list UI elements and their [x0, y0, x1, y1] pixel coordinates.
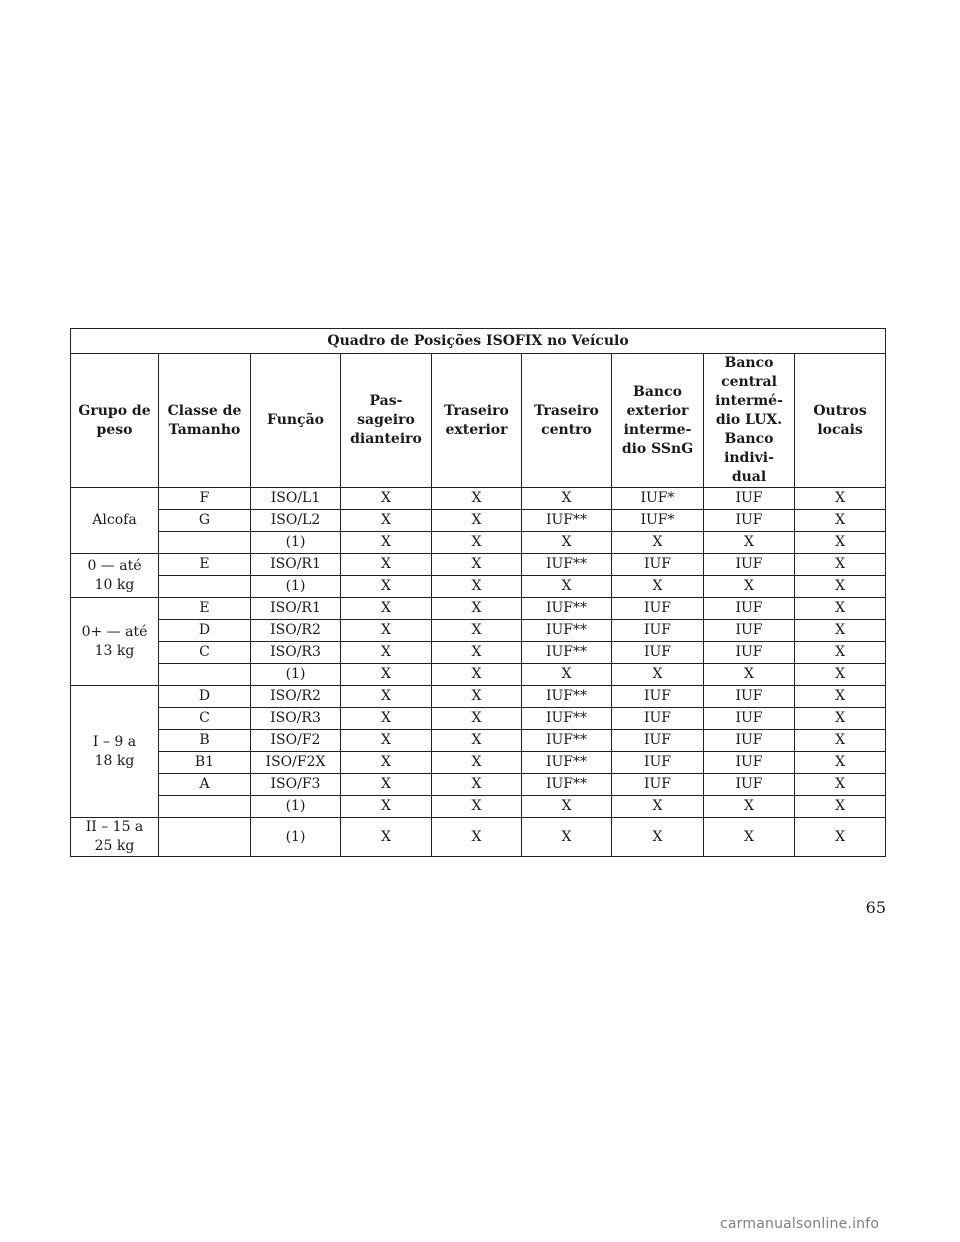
- front-passenger-cell: X: [341, 620, 432, 642]
- middle-center-cell: X: [704, 576, 795, 598]
- function-cell: ISO/R2: [251, 620, 341, 642]
- middle-outboard-cell: IUF: [612, 598, 704, 620]
- table-row: [71, 664, 886, 686]
- header-size-class: Classe de Tamanho: [159, 354, 251, 488]
- size-class-cell: G: [159, 510, 251, 532]
- middle-outboard-cell: IUF*: [612, 488, 704, 510]
- front-passenger-cell: X: [341, 708, 432, 730]
- header-weight-group: Grupo de peso: [71, 354, 159, 488]
- header-front-passenger: Pas- sageiro dianteiro: [341, 354, 432, 488]
- table-row: [71, 488, 886, 510]
- front-passenger-cell: X: [341, 774, 432, 796]
- table-row: [71, 576, 886, 598]
- front-passenger-cell: X: [341, 510, 432, 532]
- function-cell: ISO/R3: [251, 708, 341, 730]
- rear-outboard-cell: X: [432, 774, 522, 796]
- rear-outboard-cell: X: [432, 752, 522, 774]
- weight-group-cell: I – 9 a 18 kg: [71, 686, 159, 818]
- function-cell: ISO/F2X: [251, 752, 341, 774]
- middle-center-cell: IUF: [704, 708, 795, 730]
- rear-center-cell: X: [522, 532, 612, 554]
- middle-center-cell: X: [704, 532, 795, 554]
- middle-center-cell: X: [704, 818, 795, 857]
- middle-outboard-cell: X: [612, 818, 704, 857]
- rear-center-cell: X: [522, 664, 612, 686]
- size-class-cell: [159, 664, 251, 686]
- front-passenger-cell: X: [341, 488, 432, 510]
- middle-outboard-cell: IUF: [612, 730, 704, 752]
- table-row: [71, 686, 886, 708]
- size-class-cell: A: [159, 774, 251, 796]
- other-locations-cell: X: [795, 510, 886, 532]
- header-other-locations: Outros locais: [795, 354, 886, 488]
- other-locations-cell: X: [795, 664, 886, 686]
- weight-group-cell: II – 15 a 25 kg: [71, 818, 159, 857]
- rear-outboard-cell: X: [432, 642, 522, 664]
- front-passenger-cell: X: [341, 532, 432, 554]
- header-rear-outboard: Traseiro exterior: [432, 354, 522, 488]
- middle-center-cell: IUF: [704, 598, 795, 620]
- other-locations-cell: X: [795, 708, 886, 730]
- rear-center-cell: IUF**: [522, 642, 612, 664]
- header-middle-outboard-ssng: Banco exterior interme- dio SSnG: [612, 354, 704, 488]
- front-passenger-cell: X: [341, 664, 432, 686]
- middle-center-cell: IUF: [704, 774, 795, 796]
- function-cell: ISO/R2: [251, 686, 341, 708]
- middle-center-cell: X: [704, 664, 795, 686]
- weight-group-cell: 0 — até 10 kg: [71, 554, 159, 598]
- table-row: [71, 642, 886, 664]
- rear-outboard-cell: X: [432, 620, 522, 642]
- weight-group-cell: 0+ — até 13 kg: [71, 598, 159, 686]
- middle-outboard-cell: IUF: [612, 708, 704, 730]
- rear-center-cell: IUF**: [522, 510, 612, 532]
- rear-center-cell: X: [522, 488, 612, 510]
- rear-center-cell: X: [522, 576, 612, 598]
- size-class-cell: [159, 818, 251, 857]
- table-row: [71, 510, 886, 532]
- middle-center-cell: IUF: [704, 510, 795, 532]
- middle-outboard-cell: IUF: [612, 686, 704, 708]
- other-locations-cell: X: [795, 730, 886, 752]
- front-passenger-cell: X: [341, 818, 432, 857]
- rear-outboard-cell: X: [432, 664, 522, 686]
- front-passenger-cell: X: [341, 554, 432, 576]
- rear-outboard-cell: X: [432, 510, 522, 532]
- rear-outboard-cell: X: [432, 818, 522, 857]
- middle-center-cell: IUF: [704, 620, 795, 642]
- middle-center-cell: IUF: [704, 686, 795, 708]
- table-row: [71, 708, 886, 730]
- table-row: [71, 598, 886, 620]
- header-rear-center: Traseiro centro: [522, 354, 612, 488]
- rear-outboard-cell: X: [432, 488, 522, 510]
- rear-outboard-cell: X: [432, 554, 522, 576]
- function-cell: (1): [251, 576, 341, 598]
- other-locations-cell: X: [795, 554, 886, 576]
- table-row: [71, 752, 886, 774]
- other-locations-cell: X: [795, 796, 886, 818]
- function-cell: (1): [251, 796, 341, 818]
- table-title: Quadro de Posições ISOFIX no Veículo: [71, 329, 886, 354]
- rear-outboard-cell: X: [432, 686, 522, 708]
- table-body: [71, 488, 886, 857]
- rear-outboard-cell: X: [432, 532, 522, 554]
- header-middle-center-lux: Banco central intermé- dio LUX. Banco indivi- dual: [704, 354, 795, 488]
- rear-center-cell: IUF**: [522, 730, 612, 752]
- size-class-cell: [159, 532, 251, 554]
- header-function: Função: [251, 354, 341, 488]
- function-cell: (1): [251, 532, 341, 554]
- rear-center-cell: IUF**: [522, 554, 612, 576]
- rear-outboard-cell: X: [432, 730, 522, 752]
- other-locations-cell: X: [795, 488, 886, 510]
- size-class-cell: B: [159, 730, 251, 752]
- table-row: [71, 774, 886, 796]
- size-class-cell: E: [159, 554, 251, 576]
- size-class-cell: F: [159, 488, 251, 510]
- weight-group-cell: Alcofa: [71, 488, 159, 554]
- size-class-cell: B1: [159, 752, 251, 774]
- rear-center-cell: IUF**: [522, 620, 612, 642]
- rear-center-cell: IUF**: [522, 708, 612, 730]
- function-cell: ISO/L2: [251, 510, 341, 532]
- table-row: [71, 818, 886, 857]
- middle-outboard-cell: IUF: [612, 642, 704, 664]
- middle-outboard-cell: X: [612, 532, 704, 554]
- function-cell: ISO/R1: [251, 554, 341, 576]
- front-passenger-cell: X: [341, 576, 432, 598]
- other-locations-cell: X: [795, 818, 886, 857]
- front-passenger-cell: X: [341, 598, 432, 620]
- watermark-text: carmanualsonline.info: [720, 1216, 880, 1232]
- middle-outboard-cell: X: [612, 664, 704, 686]
- function-cell: ISO/F3: [251, 774, 341, 796]
- isofix-positions-table: [70, 328, 886, 857]
- size-class-cell: E: [159, 598, 251, 620]
- rear-center-cell: IUF**: [522, 686, 612, 708]
- rear-outboard-cell: X: [432, 598, 522, 620]
- rear-center-cell: X: [522, 796, 612, 818]
- front-passenger-cell: X: [341, 796, 432, 818]
- table-row: [71, 554, 886, 576]
- size-class-cell: D: [159, 620, 251, 642]
- rear-outboard-cell: X: [432, 796, 522, 818]
- rear-center-cell: X: [522, 818, 612, 857]
- middle-outboard-cell: IUF: [612, 554, 704, 576]
- rear-outboard-cell: X: [432, 576, 522, 598]
- function-cell: ISO/R3: [251, 642, 341, 664]
- rear-outboard-cell: X: [432, 708, 522, 730]
- table-row: [71, 730, 886, 752]
- function-cell: (1): [251, 818, 341, 857]
- other-locations-cell: X: [795, 620, 886, 642]
- middle-outboard-cell: IUF: [612, 620, 704, 642]
- size-class-cell: [159, 576, 251, 598]
- front-passenger-cell: X: [341, 730, 432, 752]
- function-cell: ISO/R1: [251, 598, 341, 620]
- page-number: 65: [865, 898, 886, 917]
- table-row: [71, 532, 886, 554]
- middle-center-cell: X: [704, 796, 795, 818]
- size-class-cell: C: [159, 708, 251, 730]
- middle-center-cell: IUF: [704, 488, 795, 510]
- function-cell: ISO/L1: [251, 488, 341, 510]
- middle-outboard-cell: IUF: [612, 774, 704, 796]
- middle-center-cell: IUF: [704, 730, 795, 752]
- size-class-cell: D: [159, 686, 251, 708]
- middle-outboard-cell: X: [612, 796, 704, 818]
- middle-center-cell: IUF: [704, 752, 795, 774]
- middle-outboard-cell: IUF: [612, 752, 704, 774]
- table-header-row: [71, 354, 886, 488]
- other-locations-cell: X: [795, 598, 886, 620]
- rear-center-cell: IUF**: [522, 774, 612, 796]
- table-row: [71, 796, 886, 818]
- function-cell: (1): [251, 664, 341, 686]
- middle-center-cell: IUF: [704, 554, 795, 576]
- other-locations-cell: X: [795, 576, 886, 598]
- middle-outboard-cell: X: [612, 576, 704, 598]
- rear-center-cell: IUF**: [522, 752, 612, 774]
- table-row: [71, 620, 886, 642]
- size-class-cell: C: [159, 642, 251, 664]
- other-locations-cell: X: [795, 752, 886, 774]
- other-locations-cell: X: [795, 686, 886, 708]
- other-locations-cell: X: [795, 774, 886, 796]
- size-class-cell: [159, 796, 251, 818]
- other-locations-cell: X: [795, 532, 886, 554]
- front-passenger-cell: X: [341, 686, 432, 708]
- function-cell: ISO/F2: [251, 730, 341, 752]
- middle-outboard-cell: IUF*: [612, 510, 704, 532]
- front-passenger-cell: X: [341, 642, 432, 664]
- front-passenger-cell: X: [341, 752, 432, 774]
- rear-center-cell: IUF**: [522, 598, 612, 620]
- other-locations-cell: X: [795, 642, 886, 664]
- middle-center-cell: IUF: [704, 642, 795, 664]
